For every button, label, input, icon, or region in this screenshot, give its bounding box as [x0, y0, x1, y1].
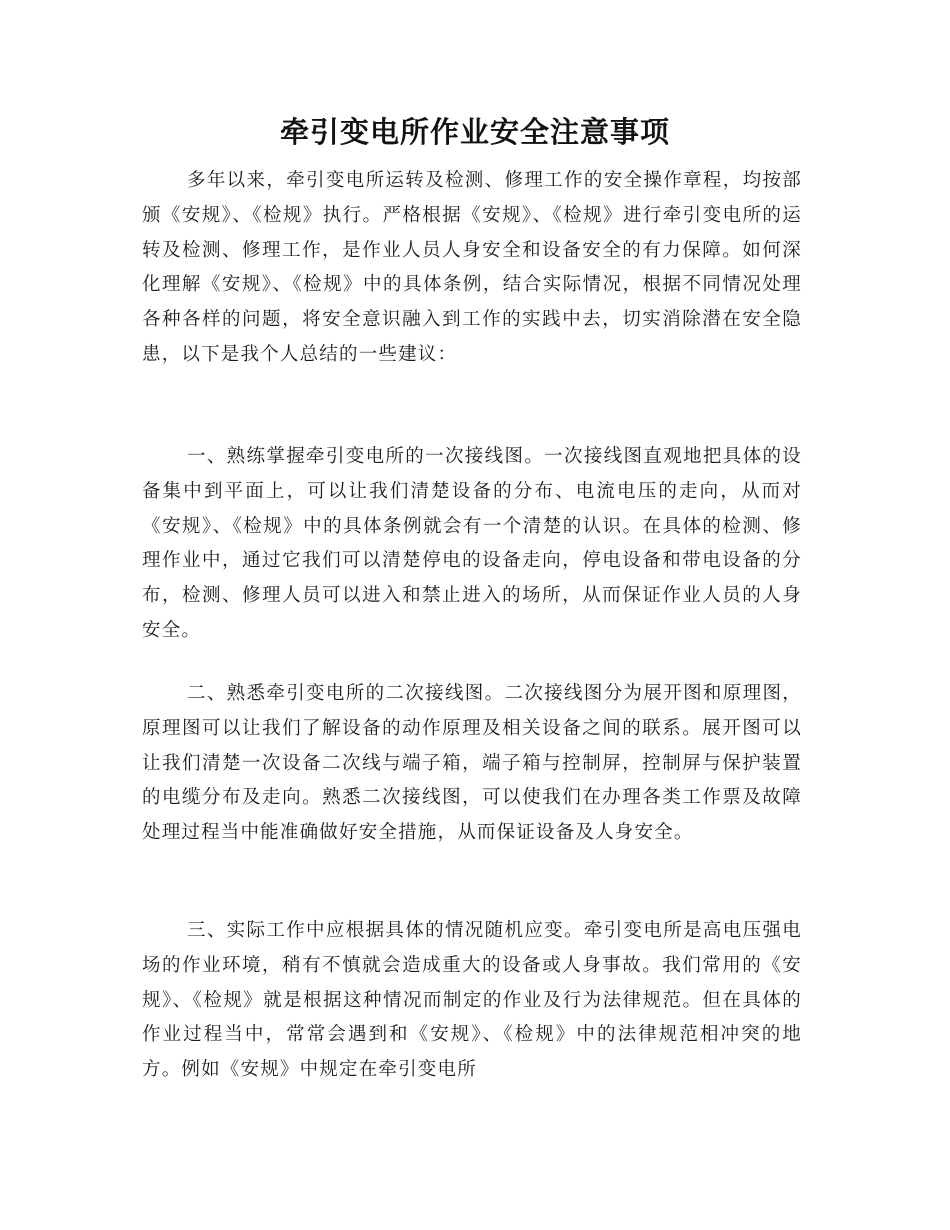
paragraph-section-one: 一、熟练掌握牵引变电所的一次接线图。一次接线图直观地把具体的设备集中到平面上，可以让我们清楚设备的分布、电流电压的走向，从而对《安规》、《检规》中的具体条例就会有一个清楚的认识。在具体的检测、修理作业中，通过它我们可以清楚停电的设备走向，停电设备和带电设备的分布，检测、修理人员可以进入和禁止进入的场所，从而保证作业人员的人身安全。 [142, 446, 802, 641]
paragraph-section-two: 二、熟悉牵引变电所的二次接线图。二次接线图分为展开图和原理图，原理图可以让我们了解设备的动作原理及相关设备之间的联系。展开图可以让我们清楚一次设备二次线与端子箱，端子箱与控制屏，控制屏与保护装置的电缆分布及走向。熟悉二次接线图，可以使我们在办理各类工作票及故障处理过程当中能准确做好安全措施，从而保证设备及人身安全。 [142, 683, 802, 844]
document-title: 牵引变电所作业安全注意事项 [279, 115, 670, 149]
paragraph-section-three: 三、实际工作中应根据具体的情况随机应变。牵引变电所是高电压强电场的作业环境，稍有不慎就会造成重大的设备或人身事故。我们常用的《安规》、《检规》就是根据这种情况而制定的作业及行为法律规范。但在具体的作业过程当中，常常会遇到和《安规》、《检规》中的法律规范相冲突的地方。例如《安规》中规定在牵引变电所 [142, 920, 802, 1081]
paragraph-intro: 多年以来，牵引变电所运转及检测、修理工作的安全操作章程，均按部颁《安规》、《检规》执行。严格根据《安规》、《检规》进行牵引变电所的运转及检测、修理工作，是作业人员人身安全和设备安全的有力保障。如何深化理解《安规》、《检规》中的具体条例，结合实际情况，根据不同情况处理各种各样的问题，将安全意识融入到工作的实践中去，切实消除潜在安全隐患，以下是我个人总结的一些建议： [142, 170, 802, 365]
